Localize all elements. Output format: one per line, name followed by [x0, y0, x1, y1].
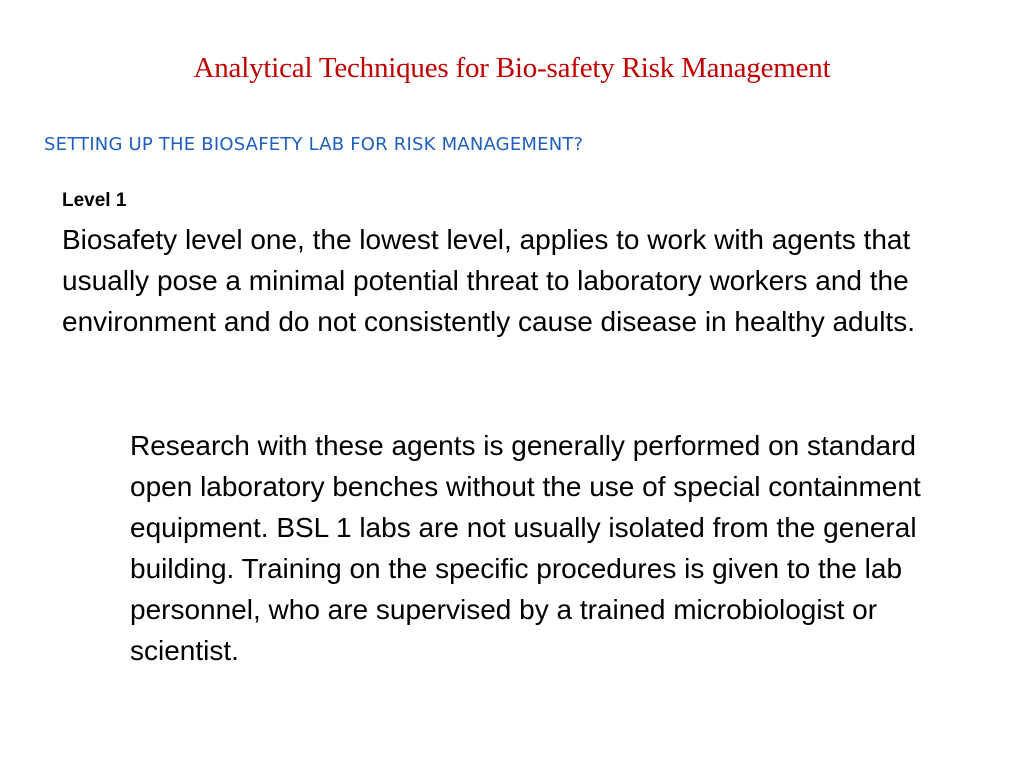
research-details-paragraph: Research with these agents is generally performed on standard open laboratory benches without the use of special containment equipment. BSL 1 labs are not usually isolated from the general building. Training on the specific procedures is given to the lab personnel, who are supervised by a trained microbiologist or scientist.	[130, 430, 921, 666]
level-description-paragraph: Biosafety level one, the lowest level, applies to work with agents that usually pose a minimal potential threat to laboratory workers and the environment and do not consistently cause disease in healthy adults.	[62, 224, 915, 337]
level-label: Level 1	[62, 190, 127, 211]
slide-title: Analytical Techniques for Bio-safety Risk Management	[193, 52, 831, 84]
slide-subtitle: SETTING UP THE BIOSAFETY LAB FOR RISK MANAGEMENT?	[44, 134, 584, 155]
